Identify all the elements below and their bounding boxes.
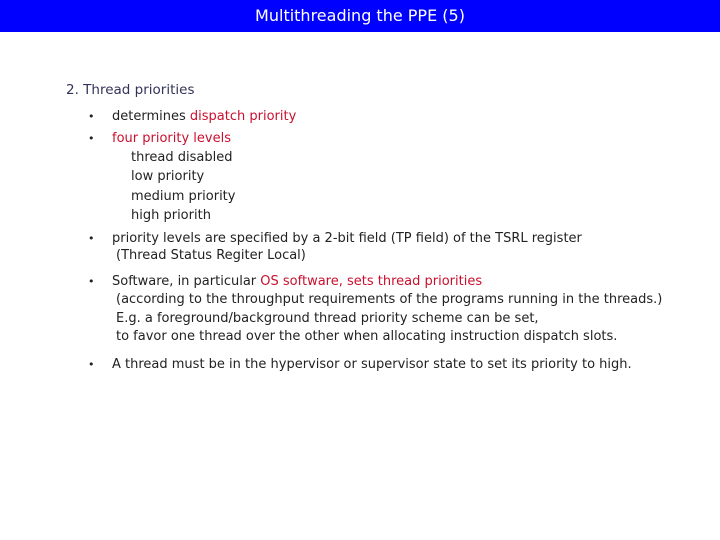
bullet-os-software-line4: to favor one thread over the other when allocating instruction dispatch slots. (116, 329, 618, 344)
bullet-os-software-line2: (according to the throughput requirements of the programs running in the threads.) (116, 292, 663, 307)
level-item: medium priority (131, 189, 236, 204)
bullet-marker: • (88, 358, 95, 371)
bullet-tp-field-line2: (Thread Status Regiter Local) (116, 248, 306, 263)
bullet-text: determines (112, 109, 190, 124)
bullet-marker: • (88, 275, 95, 288)
bullet-os-software-line1 (112, 274, 482, 289)
bullet-os-software-line3: E.g. a foreground/background thread priority scheme can be set, (116, 311, 539, 326)
level-item: high priorith (131, 208, 211, 223)
bullet-hypervisor-state: A thread must be in the hypervisor or supervisor state to set its priority to high. (112, 357, 632, 372)
bullet-marker: • (88, 110, 95, 123)
highlight-os-software: OS software, sets thread priorities (260, 274, 483, 289)
level-item: low priority (131, 169, 205, 184)
bullet-text: Software, in particular (112, 274, 261, 289)
highlight-dispatch-priority: dispatch priority (189, 109, 297, 124)
bullet-marker: • (88, 232, 95, 245)
level-item: thread disabled (131, 150, 233, 165)
bullet-marker: • (88, 132, 95, 145)
bullet-tp-field-line1: priority levels are specified by a 2-bit field (TP field) of the TSRL register (112, 231, 582, 246)
slide-title: Multithreading the PPE (5) (0, 0, 720, 32)
bullet-dispatch-priority (112, 109, 296, 124)
bullet-priority-levels: four priority levels (112, 131, 231, 146)
section-heading: 2. Thread priorities (66, 82, 195, 98)
